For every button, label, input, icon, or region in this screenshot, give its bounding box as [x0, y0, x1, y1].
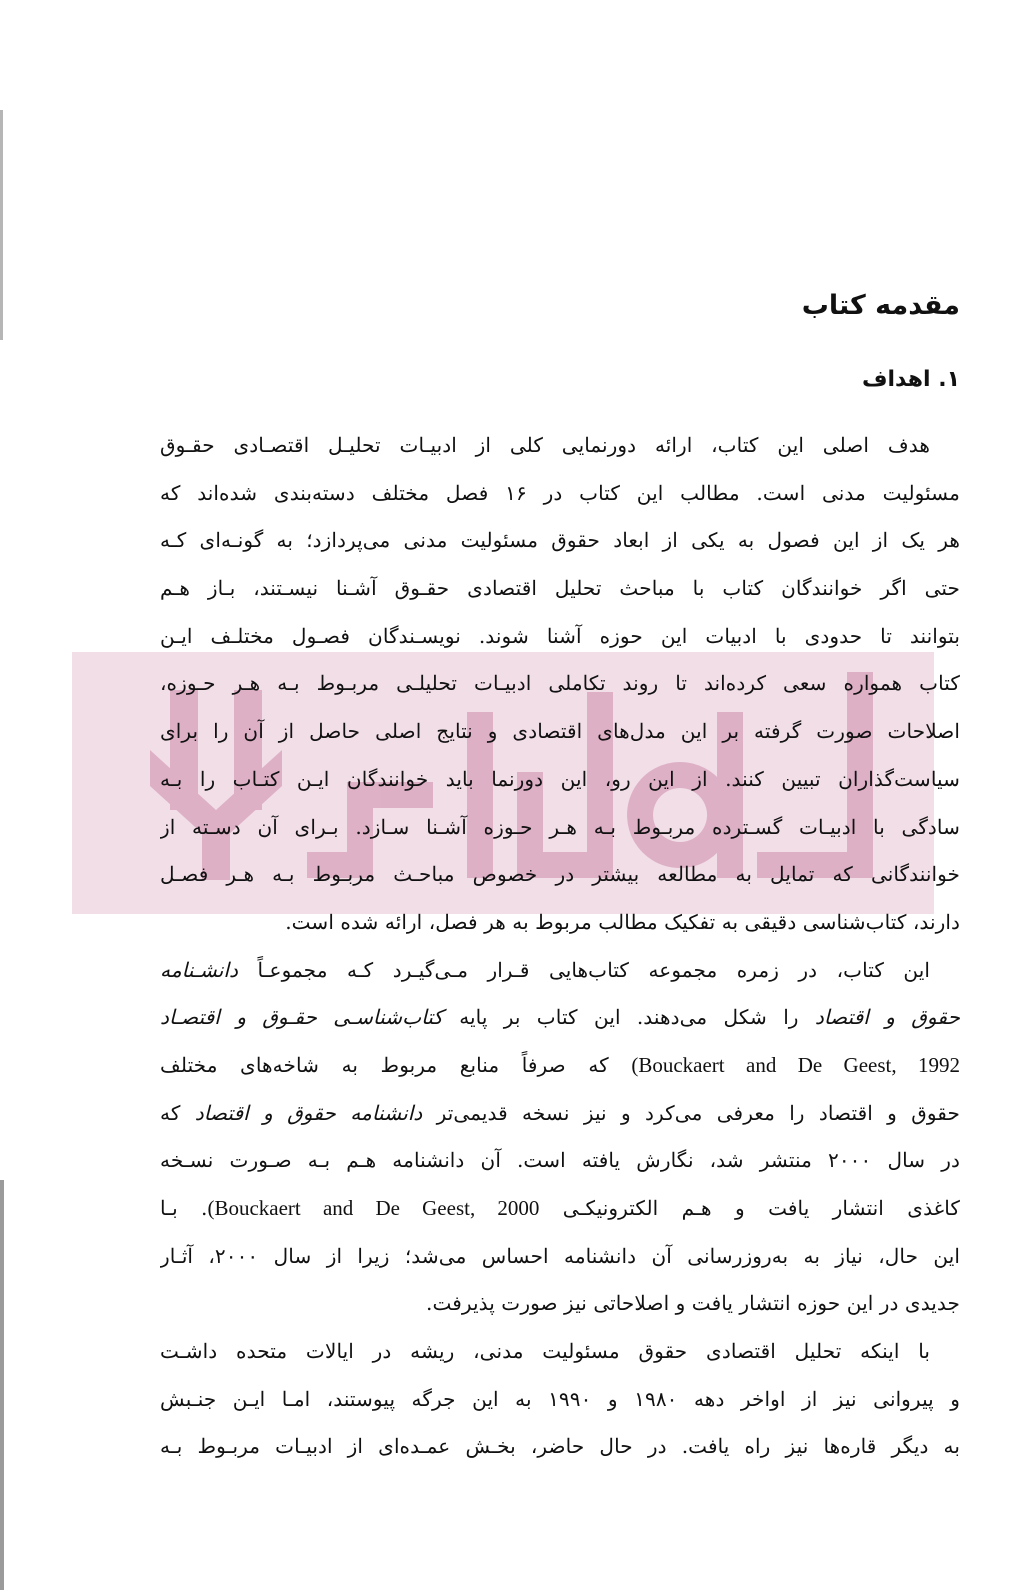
book-title-italic: کتاب‌شناسـی حقـوق و اقتصـاد	[160, 1005, 443, 1030]
page-title: مقدمه کتاب	[801, 290, 960, 321]
paragraph3-line: به دیگر قاره‌ها نیز راه یافت. در حال حاضر، بخـش عمـده‌ای از ادبیـات مربـوط بـه	[160, 1434, 960, 1459]
paragraph2-line	[160, 994, 960, 1042]
book-title-italic: دانشـنامه	[160, 957, 239, 982]
paragraph2-text: که صرفاً منابع مربوط به شاخه‌های مختلف	[160, 1052, 632, 1077]
paragraph2-line	[160, 947, 960, 995]
paragraph1-line: اصلاحات صورت گرفته بر این مدل‌های اقتصادی و نتایج اصلی حاصل از آن را برای	[160, 719, 960, 744]
book-title-italic: حقوق و اقتصاد	[814, 1005, 960, 1030]
paragraph1-line: بتوانند تا حدودی با ادبیات این حوزه آشنا شوند. نویسـندگان فصـول مختلـف ایـن	[160, 623, 960, 648]
paragraph2-text: حقوق و اقتصاد را معرفی می‌کرد و نیز نسخه قدیمی‌تر	[422, 1100, 960, 1125]
paragraph2-line: این حال، نیاز به به‌روزرسانی آن دانشنامه احساس می‌شد؛ زیرا از سال ۲۰۰۰، آثـار	[160, 1243, 960, 1268]
paragraph2-line: در سال ۲۰۰۰ منتشر شد، نگارش یافته است. آن دانشنامه هـم بـه صـورت نسـخه	[160, 1148, 960, 1173]
paragraph2-line	[160, 1185, 960, 1233]
paragraph3-line: و پیروانی نیز از اواخر دهه ۱۹۸۰ و ۱۹۹۰ به این جرگه پیوستند، امـا ایـن جنـبش	[160, 1386, 960, 1411]
paragraph1-line: سادگی با ادبیـات گسـترده مربـوط بـه هـر حـوزه آشـنا سـازد. بـرای آن دسـته از	[160, 814, 960, 839]
paragraph1-line: مسئولیت مدنی است. مطالب این کتاب در ۱۶ فصل مختلف دسته‌بندی شده‌اند که	[160, 480, 960, 505]
paragraph1-line: حتی اگر خوانندگان کتاب با مباحث تحلیل اقتصادی حقـوق آشـنا نیسـتند، بـاز هـم	[160, 576, 960, 601]
paragraph2-text: که	[160, 1100, 195, 1125]
paragraph2-text: این کتاب، در زمره مجموعه کتاب‌هایی قـرار مـی‌گیـرد کـه مجموعـاً	[238, 957, 930, 982]
book-title-italic: دانشنامه حقوق و اقتصاد	[194, 1100, 423, 1125]
citation-latin: (Bouckaert and De Geest, 1992	[631, 1052, 960, 1077]
paragraph1-line: دارند، کتاب‌شناسی دقیقی به تفکیک مطالب مربوط به هر فصل، ارائه شده است.	[285, 909, 960, 934]
paragraph2-text: کاغذی انتشار یافت و هـم الکترونیکـی	[539, 1196, 960, 1220]
page-edge-shadow-top	[0, 110, 3, 340]
paragraph2-line: جدیدی در این حوزه انتشار یافت و اصلاحاتی نیز صورت پذیرفت.	[426, 1291, 960, 1316]
paragraph2-text: را شکل می‌دهند. این کتاب بر پایه	[442, 1005, 815, 1030]
paragraph1-line: سیاست‌گذاران تبیین کنند. از این رو، این دورنما باید خوانندگان ایـن کتـاب را بـه	[160, 766, 960, 791]
section-heading-goals: ۱. اهداف	[861, 367, 960, 392]
paragraph3-line: با اینکه تحلیل اقتصادی حقوق مسئولیت مدنی، ریشه در ایالات متحده داشـت	[160, 1339, 930, 1364]
page-edge-shadow-bottom	[0, 1180, 4, 1590]
paragraph1-line: هر یک از این فصول به یکی از ابعاد حقوق مسئولیت مدنی می‌پردازد؛ به گونـه‌ای کـه	[160, 528, 960, 553]
citation-latin: (Bouckaert and De Geest, 2000	[207, 1196, 540, 1220]
paragraph1-line: خوانندگانی که تمایل به مطالعه بیشتر در خصوص مباحـث مربـوط بـه هـر فصـل	[160, 862, 960, 887]
paragraph2-line	[160, 1042, 960, 1090]
paragraph1-line: کتاب همواره سعی کرده‌اند تا روند تکاملی ادبیـات تحلیلـی مربـوط بـه هـر حـوزه،	[160, 671, 960, 696]
paragraph2-line	[160, 1090, 960, 1138]
paragraph2-text: . بـا	[160, 1196, 208, 1220]
paragraph1-line: هدف اصلی این کتاب، ارائه دورنمایی کلی از ادبیـات تحلیـل اقتصـادی حقـوق	[160, 433, 930, 457]
body-text	[160, 422, 960, 1471]
